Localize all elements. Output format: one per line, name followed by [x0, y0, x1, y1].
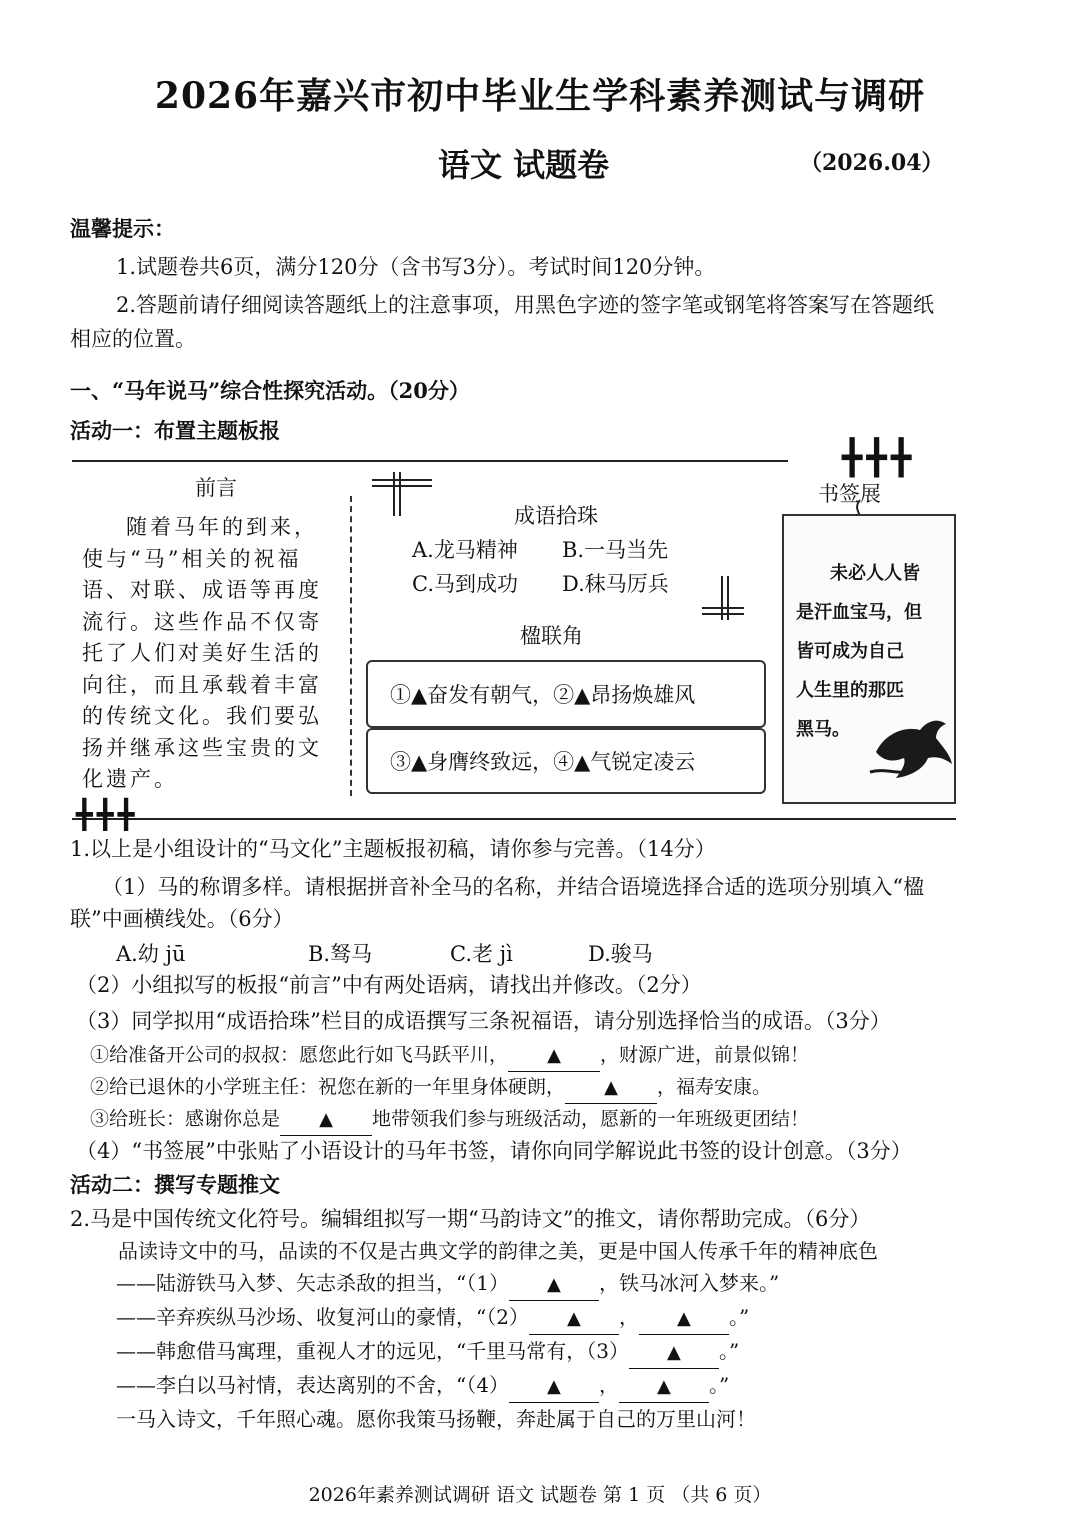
- q1-part2: （2）小组拟写的板报“前言”中有两处语病，请找出并修改。（2分）: [76, 973, 702, 997]
- q1-stem: 1.以上是小组设计的“马文化”主题板报初稿，请你参与完善。（14分）: [70, 837, 716, 861]
- blessing-3-text-end: 地带领我们参与班级活动，愿新的一年班级更团结！: [372, 1108, 810, 1130]
- preface-line: 扬并继承这些宝贵的文: [82, 735, 322, 760]
- preface-line: 向往，而且承载着丰富: [82, 672, 322, 697]
- poem-2a-blank: [529, 1302, 619, 1335]
- answer-placeholder: ▲: [667, 1342, 681, 1363]
- idiom-title: 成语拾珠: [514, 504, 598, 528]
- poem-1-blank: [509, 1268, 599, 1301]
- q1-part1-a: （1）马的称谓多样。请根据拼音补全马的名称，并结合语境选择合适的选项分别填入“楹: [102, 875, 925, 899]
- q1-option-a: A.幼 jū: [116, 942, 186, 966]
- q1-option-c: C.老 jì: [450, 942, 513, 966]
- idiom-d: D.秣马厉兵: [562, 572, 669, 596]
- bookmark-line: 皆可成为自己: [796, 641, 904, 662]
- blessing-1-blank: [508, 1040, 600, 1072]
- poem-line-4-end: 。”: [708, 1373, 730, 1397]
- couplet-1: ①▲奋发有朝气，②▲昂扬焕雄风: [390, 683, 696, 707]
- couplet-title: 楹联角: [520, 624, 583, 648]
- preface-line: 化遗产。: [82, 767, 178, 791]
- preface-title: 前言: [195, 476, 237, 500]
- activity1-heading: 活动一：布置主题板报: [70, 418, 280, 443]
- q1-option-d: D.骏马: [588, 942, 653, 966]
- poem-line-3: [116, 1336, 1066, 1369]
- cross-ornament: [700, 574, 746, 622]
- poem-line-3-text: ——韩愈借马寓理，重视人才的远见，“千里马常有，（3）: [116, 1339, 629, 1363]
- idiom-b: B.一马当先: [562, 538, 669, 562]
- q2-intro: 品读诗文中的马，品读的不仅是古典文学的韵律之美，更是中国人传承千年的精神底色: [118, 1239, 878, 1263]
- exam-title: 2026年嘉兴市初中毕业生学科素养测试与调研: [154, 75, 926, 117]
- poem-line-2-end: 。”: [728, 1305, 750, 1329]
- page-footer: 2026年素养测试调研 语文 试题卷 第 1 页 （共 6 页）: [308, 1484, 772, 1506]
- preface-line: 使与“马”相关的祝福: [82, 546, 302, 571]
- q1-part4: （4）“书签展”中张贴了小语设计的马年书签，请你向同学解说此书签的设计创意。（3分）: [76, 1139, 912, 1163]
- bookmark-line: 未必人人皆: [830, 563, 920, 584]
- blessing-1-text: ①给准备开公司的叔叔：愿您此行如飞马跃平川，: [90, 1044, 509, 1066]
- bookmark-line: 黑马。: [796, 719, 850, 740]
- answer-placeholder: ▲: [547, 1274, 561, 1295]
- answer-placeholder: ▲: [657, 1376, 671, 1397]
- bookmark-line: 是汗血宝马，但: [796, 602, 922, 623]
- poem-2b-blank: [639, 1302, 729, 1335]
- tips-heading: 温馨提示：: [70, 216, 175, 241]
- blessing-3-text: ③给班长：感谢你总是: [90, 1108, 281, 1130]
- preface-line: 托了人们对美好生活的: [82, 641, 322, 665]
- section1-heading: 一、“马年说马”综合性探究活动。（20分）: [70, 378, 470, 403]
- poem-line-2: [116, 1302, 1066, 1335]
- idiom-a: A.龙马精神: [412, 538, 518, 562]
- answer-placeholder: ▲: [547, 1376, 561, 1397]
- poem-3-blank: [629, 1336, 719, 1369]
- poem-line-4: [116, 1370, 1066, 1403]
- couplet-scroll-1: [366, 660, 766, 728]
- answer-placeholder: ▲: [677, 1308, 691, 1329]
- corner-ornament: [368, 470, 438, 520]
- preface-line: 的传统文化。我们要弘: [82, 704, 322, 728]
- tips-item-2b: 相应的位置。: [70, 327, 196, 351]
- exam-date: （2026.04）: [800, 150, 944, 176]
- preface-line: 流行。这些作品不仅寄: [82, 609, 322, 634]
- answer-placeholder: ▲: [604, 1077, 618, 1098]
- poem-line-1-text: ——陆游铁马入梦、矢志杀敌的担当，“（1）: [116, 1271, 509, 1295]
- poem-line-3-end: 。”: [718, 1339, 740, 1363]
- board-top-rule: [72, 460, 788, 462]
- bookmark-cross-ornament: ╋╋╋: [842, 438, 916, 478]
- board-divider: [350, 496, 352, 796]
- poem-line-1-end: ，铁马冰河入梦来。”: [598, 1271, 780, 1295]
- galloping-horse-icon: [866, 712, 954, 784]
- blessing-2-text: ②给已退休的小学班主任：祝您在新的一年里身体硬朗，: [90, 1076, 566, 1098]
- poem-line-2-text: ——辛弃疾纵马沙场、收复河山的豪情，“（2）: [116, 1305, 529, 1329]
- q1-part1-b: 联”中画横线处。（6分）: [70, 907, 294, 931]
- poem-4a-blank: [509, 1370, 599, 1403]
- blessing-2-blank: [565, 1072, 657, 1104]
- tips-item-1: 1.试题卷共6页，满分120分（含书写3分）。考试时间120分钟。: [116, 255, 716, 279]
- couplet-scroll-2: [366, 728, 766, 794]
- bookmark-line: 人生里的那匹: [796, 680, 904, 701]
- activity2-heading: 活动二：撰写专题推文: [70, 1172, 280, 1197]
- bookmark-card: [782, 514, 956, 804]
- blessing-3-blank: [280, 1104, 372, 1136]
- idiom-c: C.马到成功: [412, 572, 518, 596]
- tips-item-2a: 2.答题前请仔细阅读答题纸上的注意事项，用黑色字迹的签字笔或钢笔将答案写在答题纸: [116, 293, 935, 317]
- preface-line: 语、对联、成语等再度: [82, 578, 322, 602]
- board-bottom-rule: [72, 818, 956, 820]
- answer-placeholder: ▲: [567, 1308, 581, 1329]
- poem-line-4-text: ——李白以马衬情，表达离别的不舍，“（4）: [116, 1373, 509, 1397]
- preface-line: 随着马年的到来，: [126, 515, 318, 539]
- q1-part3: （3）同学拟用“成语拾珠”栏目的成语撰写三条祝福语，请分别选择恰当的成语。（3分）: [76, 1009, 891, 1033]
- blessing-3: [90, 1104, 1040, 1136]
- bookmark-title: 书签展: [818, 482, 881, 506]
- blessing-1-text-end: ，财源广进，前景似锦！: [600, 1044, 810, 1066]
- blessing-2-text-end: ，福寿安康。: [657, 1076, 772, 1098]
- preface-body: [82, 512, 342, 796]
- poem-4b-blank: [619, 1370, 709, 1403]
- q1-option-b: B.驽马: [308, 942, 373, 966]
- blessing-1: [90, 1040, 1040, 1072]
- poem-line-1: [116, 1268, 1066, 1301]
- couplet-2: ③▲身膺终致远，④▲气锐定凌云: [390, 750, 696, 774]
- answer-placeholder: ▲: [319, 1109, 333, 1130]
- poem-line-4-sep: ，: [598, 1373, 619, 1397]
- footer-cross-ornament: ╋╋╋: [76, 798, 139, 831]
- poem-line-2-sep: ，: [618, 1305, 639, 1329]
- exam-subject: 语文 试题卷: [438, 146, 610, 184]
- blessing-2: [90, 1072, 1040, 1104]
- q2-stem: 2.马是中国传统文化符号。编辑组拟写一期“马韵诗文”的推文，请你帮助完成。（6分）: [70, 1207, 871, 1231]
- closing-line: 一马入诗文，千年照心魂。愿你我策马扬鞭，奔赴属于自己的万里山河！: [116, 1407, 756, 1431]
- answer-placeholder: ▲: [547, 1045, 561, 1066]
